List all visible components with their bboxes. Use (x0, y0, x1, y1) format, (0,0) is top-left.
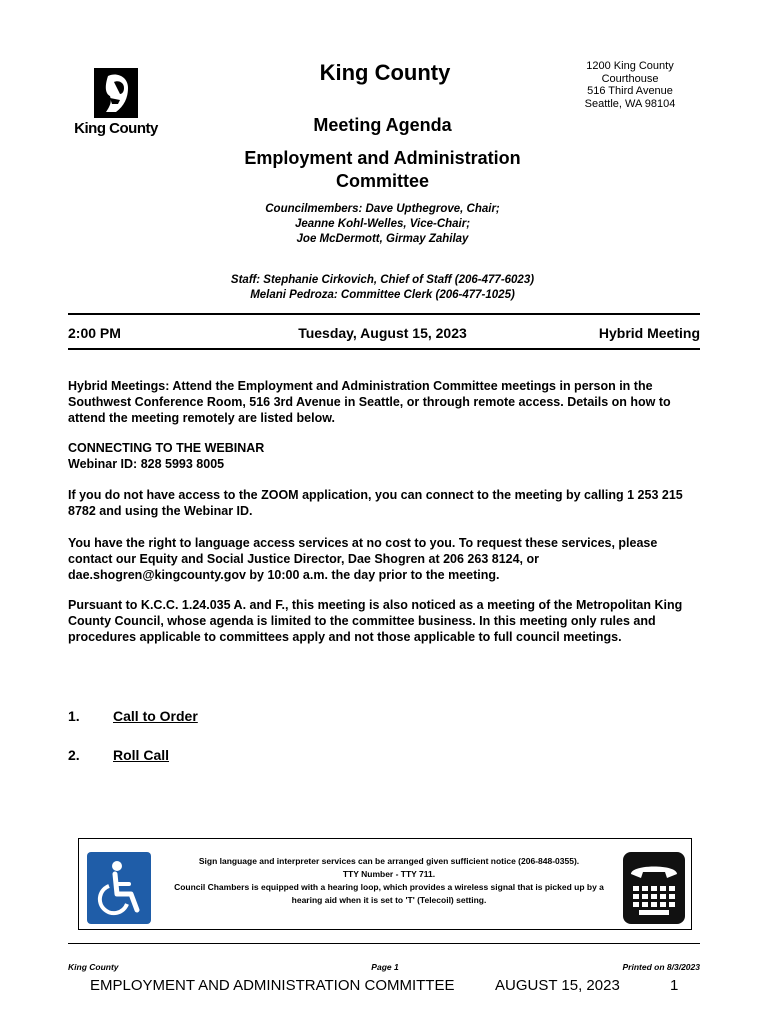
footer-org: King County (68, 962, 119, 972)
agenda-item-number: 2. (68, 747, 80, 763)
agenda-item-number: 1. (68, 708, 80, 724)
footer-divider (68, 943, 700, 944)
language-access-info: You have the right to language access services at no cost to you. To request these services, please contact our Equity and Social Justice Director, Dae Shogren at 206 263 8124, or dae.shogren@kingcounty.gov by 10:00 a.m. the day prior to the meeting. (68, 536, 658, 582)
committee-name-line: Committee (335, 171, 429, 191)
notice-text (169, 855, 609, 907)
agenda-title: Meeting Agenda (313, 115, 452, 135)
bottom-committee: EMPLOYMENT AND ADMINISTRATION COMMITTEE (90, 977, 455, 994)
staff-line: Melani Pedroza: Committee Clerk (206-477-1025) (250, 289, 515, 301)
hybrid-meeting-info: Hybrid Meetings: Attend the Employment and Administration Committee meetings in person in the Southwest Conference Room, 516 3rd Avenue in Seattle, or through remote access. Details on how to attend the meeting remotely are listed below. (68, 379, 671, 425)
notice-line: TTY Number - TTY 711. (342, 869, 436, 879)
page-title: King County (319, 60, 451, 85)
footer-printed-date: Printed on 8/3/2023 (622, 962, 700, 972)
webinar-heading: CONNECTING TO THE WEBINAR (68, 441, 265, 455)
members-line: Joe McDermott, Girmay Zahilay (296, 233, 469, 245)
bottom-date: AUGUST 15, 2023 (495, 977, 620, 994)
courthouse-address (560, 60, 700, 110)
footer-page: Page 1 (371, 962, 399, 972)
meeting-date: Tuesday, August 15, 2023 (298, 325, 467, 341)
webinar-id: Webinar ID: 828 5993 8005 (68, 457, 225, 471)
address-line: 1200 King County (586, 60, 674, 72)
members-line: Jeanne Kohl-Welles, Vice-Chair; (294, 218, 471, 230)
bottom-page-number: 1 (670, 977, 679, 994)
notice-line: Sign language and interpreter services can be arranged given sufficient notice (206-848-0355). (198, 856, 580, 866)
wheelchair-accessibility-icon (87, 852, 151, 924)
staff-contacts (160, 273, 605, 303)
tty-phone-icon (623, 852, 685, 924)
agenda-item-call-to-order[interactable]: Call to Order (113, 708, 198, 724)
webinar-info (68, 440, 700, 472)
notice-line: Council Chambers is equipped with a hearing loop, which provides a wireless signal that is picked up by a hearing aid when it is set to 'T' (Telecoil) setting. (174, 882, 604, 905)
address-line: Seattle, WA 98104 (584, 97, 676, 110)
committee-name-line: Employment and Administration (244, 148, 521, 168)
councilmembers (200, 202, 565, 247)
meeting-time: 2:00 PM (68, 325, 121, 341)
meeting-type: Hybrid Meeting (598, 325, 700, 341)
divider (68, 313, 700, 315)
king-county-logo-icon (94, 68, 138, 118)
divider (68, 348, 700, 350)
kcc-notice: Pursuant to K.C.C. 1.24.035 A. and F., this meeting is also noticed as a meeting of the Metropolitan King County Council, whose agenda is limited to the committee business. In this meeting only rules and procedures applicable to committees apply and not those applicable to full council meetings. (68, 598, 683, 644)
address-line: 516 Third Avenue (587, 85, 673, 97)
address-line: Courthouse (601, 72, 659, 85)
agenda-item-roll-call[interactable]: Roll Call (113, 747, 170, 763)
members-line: Councilmembers: Dave Upthegrove, Chair; (265, 203, 500, 215)
staff-line: Staff: Stephanie Cirkovich, Chief of Staff (206-477-6023) (230, 274, 535, 286)
accessibility-notice (78, 838, 692, 930)
phone-access-info: If you do not have access to the ZOOM application, you can connect to the meeting by calling 1 253 215 8782 and using the Webinar ID. (68, 488, 683, 518)
king-county-logo (70, 68, 162, 140)
logo-wordmark: King County (74, 120, 158, 137)
committee-name (200, 147, 565, 193)
